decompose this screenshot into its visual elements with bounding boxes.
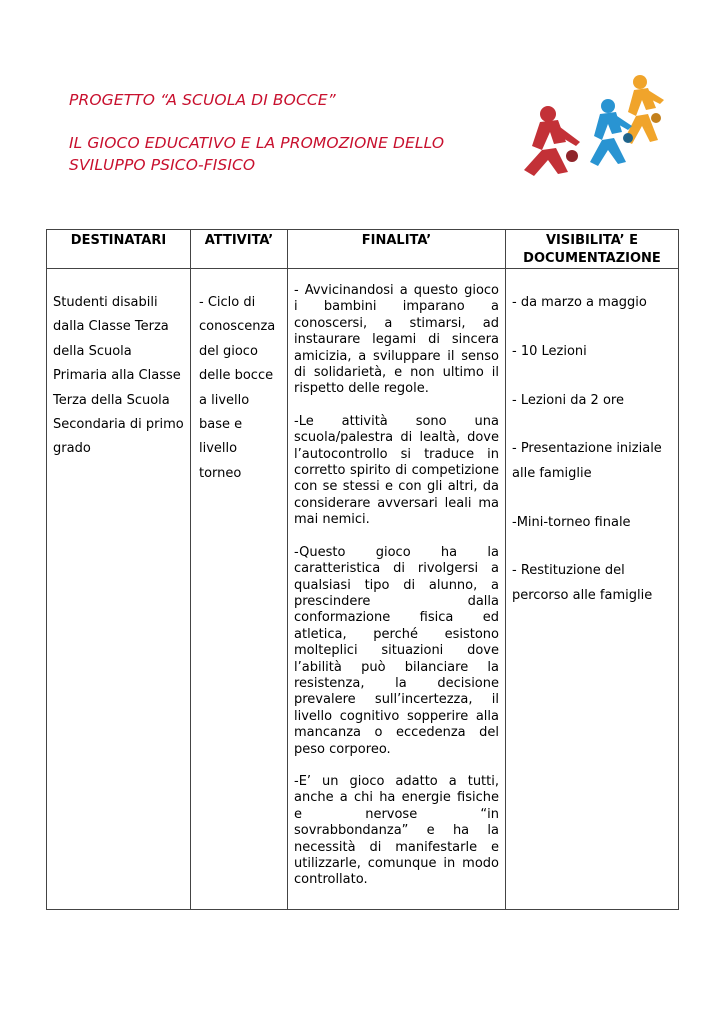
project-title: PROGETTO “A SCUOLA DI BOCCE”: [69, 91, 336, 109]
project-table: [46, 229, 679, 910]
visibilita-item: -Mini-torneo finale: [512, 514, 631, 530]
finalita-paragraph: -Questo gioco ha la caratteristica di rivolgersi a qualsiasi tipo di alunno, a prescindere dalla conformazione fisica ed atletica, perché esistono molteplici situazioni dove l’abilità può bilanciare la resistenza, la decisione prevalere sull’incertezza, il livello cognitivo sopperire alla mancanza o eccedenza del peso corporeo.: [294, 544, 499, 757]
finalita-paragraph: - Avvicinandosi a questo gioco i bambini imparano a conoscersi, a stimarsi, ad instaurare legami di sincera amicizia, a sviluppare il senso di solidarietà, e non ultimo il rispetto delle regole.: [294, 283, 499, 397]
finalita-paragraph: -E’ un gioco adatto a tutti, anche a chi ha energie fisiche e nervose “in sovrabbondanza” e ha la necessità di manifestarle e utilizzarle, comunque in modo controllato.: [294, 773, 499, 888]
header-destinatari: DESTINATARI: [47, 230, 191, 269]
visibilita-item: - Restituzione del percorso alle famiglie: [512, 563, 653, 603]
finalita-paragraph: -Le attività sono una scuola/palestra di lealtà, dove l’autocontrollo si traduce in corretto spirito di competizione con se stessi e con gli altri, da considerare avversari leali ma mai nemici.: [294, 413, 499, 528]
header-finalita: FINALITA’: [288, 230, 506, 269]
project-subtitle: IL GIOCO EDUCATIVO E LA PROMOZIONE DELLO SVILUPPO PSICO-FISICO: [69, 134, 445, 174]
visibilita-item: - Presentazione iniziale alle famiglie: [512, 441, 662, 481]
header-attivita: ATTIVITA’: [191, 230, 288, 269]
visibilita-item: - da marzo a maggio: [512, 295, 647, 310]
finalita-cell: [288, 269, 506, 910]
visibilita-item: - 10 Lezioni: [512, 343, 587, 359]
attivita-cell: - Ciclo di conoscenza del gioco delle bocce a livello base e livello torneo: [191, 269, 288, 910]
destinatari-cell: Studenti disabili dalla Classe Terza della Scuola Primaria alla Classe Terza della Scuola Secondaria di primo grado: [47, 269, 191, 910]
table-header-row: [47, 230, 679, 269]
visibilita-item: - Lezioni da 2 ore: [512, 392, 624, 408]
header-visibilita: VISIBILITA’ E DOCUMENTAZIONE: [506, 230, 679, 269]
bowling-players-icon: [508, 60, 668, 180]
visibilita-cell: [506, 269, 679, 910]
table-row: [47, 269, 679, 910]
